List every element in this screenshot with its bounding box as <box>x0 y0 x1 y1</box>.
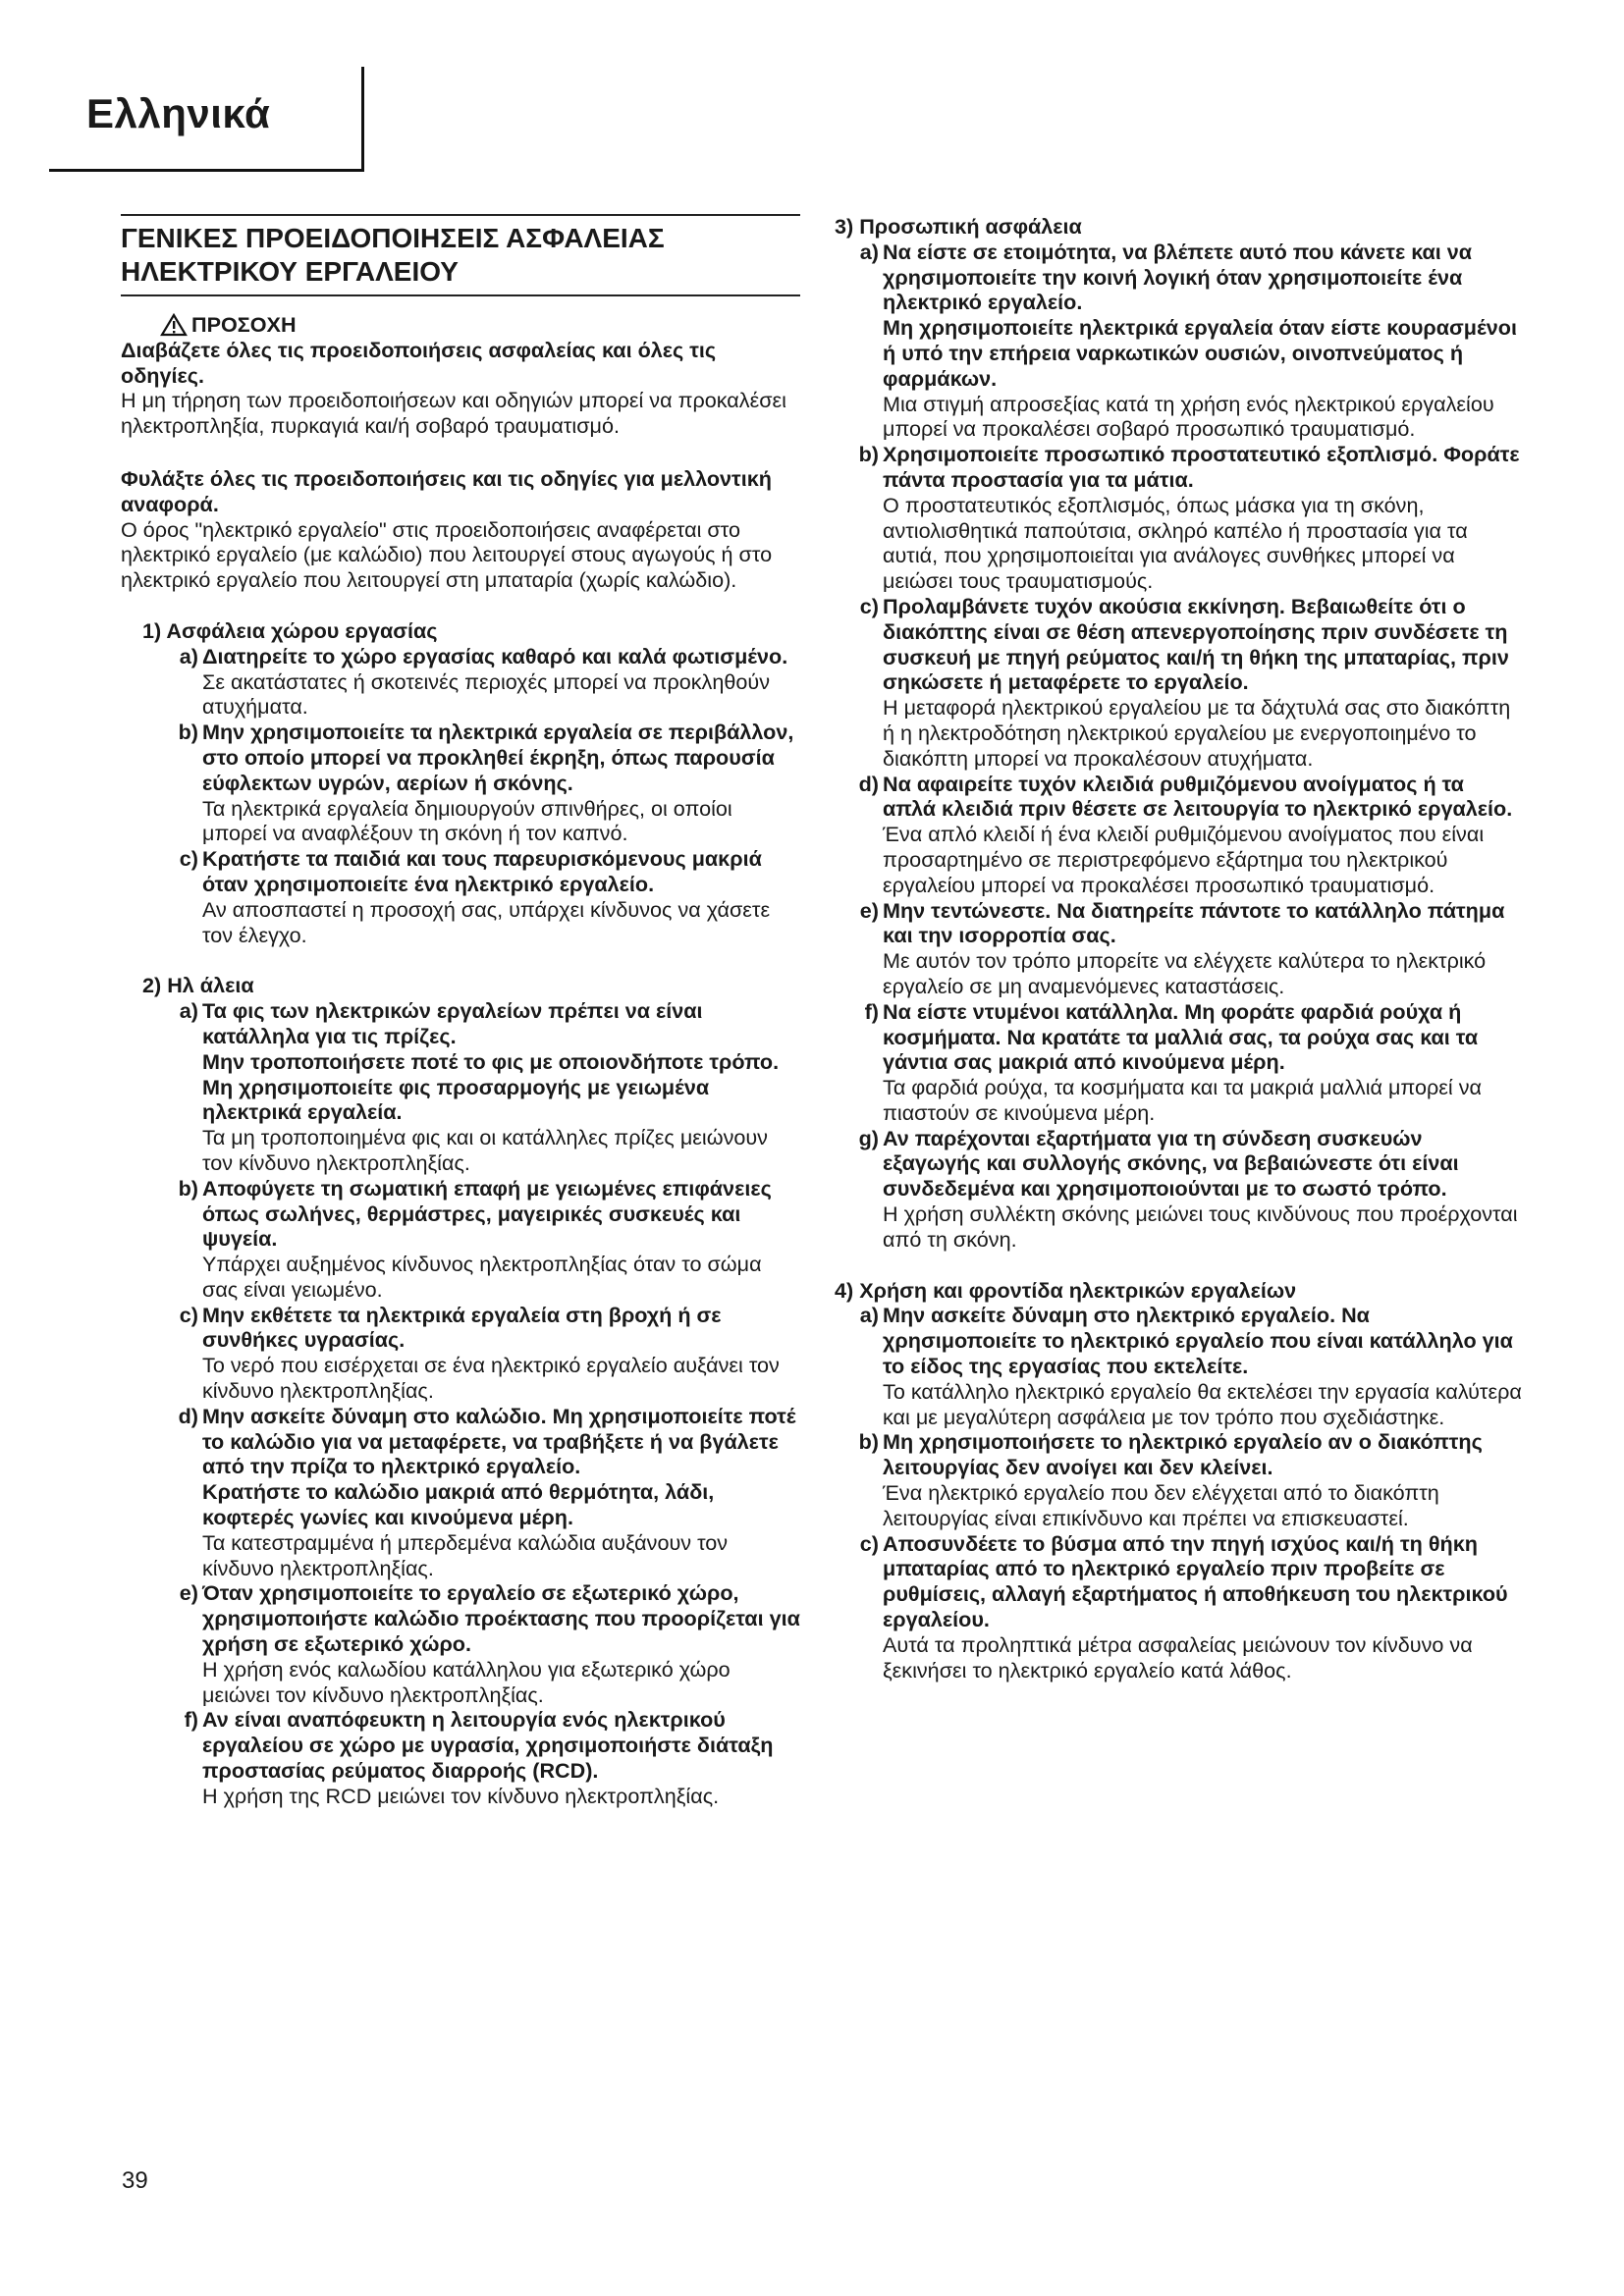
section-1-title: 1) Ασφάλεια χώρου εργασίας <box>142 617 438 643</box>
item-bold: Τα φις των ηλεκτρικών εργαλείων πρέπει να είναι κατάλληλα για τις πρίζες. <box>202 998 703 1048</box>
item-text: Αυτά τα προληπτικά μέτρα ασφαλείας μειώνουν τον κίνδυνο να ξεκινήσει το ηλεκτρικό εργαλείο κατά λάθος. <box>883 1631 1473 1682</box>
right-column <box>835 214 1522 1682</box>
s3-item-g <box>835 1126 1522 1253</box>
item-text: Η μεταφορά ηλεκτρικού εργαλείου με τα δάχτυλά σας στο διακόπτη ή η ηλεκτροδότηση ηλεκτρικού εργαλείου με ενεργοποιημένο το διακόπτη μπορεί να προκαλέσουν ατυχήματα. <box>883 695 1511 771</box>
item-bold: Μην εκθέτετε τα ηλεκτρικά εργαλεία στη βροχή ή σε συνθήκες υγρασίας. <box>202 1302 722 1353</box>
page-number: 39 <box>122 2167 148 2194</box>
item-letter: c) <box>179 846 198 872</box>
s2-item-c <box>121 1303 800 1404</box>
item-letter: g) <box>858 1125 879 1150</box>
item-bold: Αν είναι αναπόφευκτη η λειτουργία ενός ηλεκτρικού εργαλείου σε χώρο με υγρασία, χρησιμοποιήστε διάταξη προστασίας ρεύματος διαρροής (RCD). <box>202 1707 774 1784</box>
keep-text: Ο όρος "ηλεκτρικό εργαλείο" στις προειδοποιήσεις αναφέρεται στο ηλεκτρικό εργαλείο (με καλώδιο) που λειτουργεί στους αγωγούς ή στο ηλεκτρικό εργαλείο που λειτουργεί στη μπαταρία (χωρίς καλώδιο). <box>121 516 773 593</box>
item-text: Μια στιγμή απροσεξίας κατά τη χρήση ενός ηλεκτρικού εργαλείου μπορεί να προκαλέσει σοβαρό προσωπικό τραυματισμό. <box>883 391 1494 442</box>
s1-item-c <box>121 846 800 947</box>
section-3-title: 3) Προσωπική ασφάλεια <box>835 214 1082 239</box>
s2-item-a <box>121 998 800 1176</box>
s3-item-c <box>835 594 1522 772</box>
item-text: Η χρήση συλλέκτη σκόνης μειώνει τους κινδύνους που προέρχονται από τη σκόνη. <box>883 1201 1518 1252</box>
item-text: Υπάρχει αυξημένος κίνδυνος ηλεκτροπληξίας όταν το σώμα σας είναι γειωμένο. <box>202 1252 762 1302</box>
item-letter: e) <box>859 897 879 923</box>
s1-item-a <box>121 644 800 720</box>
heading-bottom-rule <box>121 294 800 296</box>
item-letter: d) <box>178 1403 198 1428</box>
caution-bold: Διαβάζετε όλες τις προειδοποιήσεις ασφαλείας και όλες τις οδηγίες. <box>121 337 717 388</box>
item-bold: Να είστε σε ετοιμότητα, να βλέπετε αυτό που κάνετε και να χρησιμοποιείτε την κοινή λογική όταν χρησιμοποιείτε ένα ηλεκτρικό εργαλείο. <box>883 239 1473 315</box>
item-bold: Μην ασκείτε δύναμη στο καλώδιο. Μη χρησιμοποιείτε ποτέ το καλώδιο για να μεταφέρετε, να τραβήξετε ή να βγάλετε από την πρίζα το ηλεκτρικό εργαλείο. <box>202 1403 796 1479</box>
item-bold: Μην τροποποιήσετε ποτέ το φις με οποιονδήποτε τρόπο. <box>202 1048 780 1074</box>
s3-item-f <box>835 999 1522 1126</box>
item-bold: Μην ασκείτε δύναμη στο ηλεκτρικό εργαλείο. Να χρησιμοποιείτε το ηλεκτρικό εργαλείο που είναι κατάλληλο για το είδος της εργασίας που εκτελείτε. <box>883 1303 1513 1379</box>
s4-item-b <box>835 1429 1522 1530</box>
title-line-2: ΗΛΕΚΤΡΙΚΟΥ ΕΡΓΑΛΕΙΟΥ <box>121 256 459 287</box>
item-bold: Χρησιμοποιείτε προσωπικό προστατευτικό εξοπλισμό. Φοράτε πάντα προστασία για τα μάτια. <box>883 442 1520 492</box>
section-2-title: 2) Ηλ άλεια <box>142 973 254 998</box>
item-letter: c) <box>179 1302 198 1327</box>
item-text: Αν αποσπαστεί η προσοχή σας, υπάρχει κίνδυνος να χάσετε τον έλεγχο. <box>202 896 771 947</box>
item-letter: c) <box>859 1530 879 1556</box>
caution-text: Η μη τήρηση των προειδοποιήσεων και οδηγιών μπορεί να προκαλέσει ηλεκτροπληξία, πυρκαγιά και/ή σοβαρό τραυματισμό. <box>121 388 786 439</box>
item-letter: b) <box>858 1429 879 1455</box>
item-letter: b) <box>178 720 198 745</box>
keep-bold: Φυλάξτε όλες τις προειδοποιήσεις και τις οδηγίες για μελλοντική αναφορά. <box>121 465 772 516</box>
s3-item-b <box>835 442 1522 594</box>
caution-label: ΠΡΟΣΟΧΗ <box>191 312 297 337</box>
item-bold: Αποφύγετε τη σωματική επαφή με γειωμένες επιφάνειες όπως σωλήνες, θερμάστρες, μαγειρικές συσκευές και ψυγεία. <box>202 1175 772 1252</box>
s2-item-d <box>121 1404 800 1581</box>
item-text: Ένα απλό κλειδί ή ένα κλειδί ρυθμιζόμενου ανοίγματος που είναι προσαρτημένο σε περιστρεφόμενο εξάρτημα του ηλεκτρικού εργαλείου μπορεί να προκαλέσει προσωπικό τραυματισμό. <box>883 822 1485 897</box>
item-text: Ένα ηλεκτρικό εργαλείο που δεν ελέγχεται από το διακόπτη λειτουργίας είναι επικίνδυνο και πρέπει να επισκευαστεί. <box>883 1480 1439 1530</box>
item-bold: Μην τεντώνεστε. Να διατηρείτε πάντοτε το κατάλληλο πάτημα και την ισορροπία σας. <box>883 897 1505 948</box>
item-text: Τα κατεστραμμένα ή μπερδεμένα καλώδια αυξάνουν τον κίνδυνο ηλεκτροπληξίας. <box>202 1529 729 1580</box>
left-column <box>121 214 800 1809</box>
item-bold: Μη χρησιμοποιείτε φις προσαρμογής με γειωμένα ηλεκτρικά εργαλεία. <box>202 1074 710 1125</box>
s4-item-c <box>835 1531 1522 1683</box>
section-4-title: 4) Χρήση και φροντίδα ηλεκτρικών εργαλείων <box>835 1277 1297 1303</box>
item-letter: f) <box>184 1707 198 1733</box>
item-text: Σε ακατάστατες ή σκοτεινές περιοχές μπορεί να προκληθούν ατυχήματα. <box>202 668 770 720</box>
item-bold: Κρατήστε τα παιδιά και τους παρευρισκόμενους μακριά όταν χρησιμοποιείτε ένα ηλεκτρικό εργαλείο. <box>202 846 762 896</box>
item-bold: Μην χρησιμοποιείτε τα ηλεκτρικά εργαλεία σε περιβάλλον, στο οποίο μπορεί να προκληθεί έκρηξη, όπως παρουσία εύφλεκτων υγρών, αερίων ή σκόνης. <box>202 720 794 795</box>
item-text: Τα φαρδιά ρούχα, τα κοσμήματα και τα μακριά μαλλιά μπορεί να πιαστούν σε κινούμενα μέρη. <box>883 1075 1483 1125</box>
item-letter: a) <box>179 998 198 1024</box>
s2-item-f <box>121 1707 800 1808</box>
item-bold: Μη χρησιμοποιήσετε το ηλεκτρικό εργαλείο αν ο διακόπτης λειτουργίας δεν ανοίγει και δεν κλείνει. <box>883 1429 1483 1480</box>
item-text: Τα ηλεκτρικά εργαλεία δημιουργούν σπινθήρες, οι οποίοι μπορεί να αναφλέξουν τη σκόνη ή τον καπνό. <box>202 795 732 846</box>
warning-triangle-icon <box>160 313 188 337</box>
item-letter: b) <box>858 442 879 467</box>
item-letter: e) <box>179 1580 198 1606</box>
item-bold: Αν παρέχονται εξαρτήματα για τη σύνδεση συσκευών εξαγωγής και συλλογής σκόνης, να βεβαιώνεστε ότι είναι συνδεδεμένα και χρησιμοποιούνται με το σωστό τρόπο. <box>883 1125 1459 1201</box>
item-bold: Προλαμβάνετε τυχόν ακούσια εκκίνηση. Βεβαιωθείτε ότι ο διακόπτης είναι σε θέση απενεργοποίησης πριν συνδέσετε τη συσκευή με πηγή ρεύματος και/ή τη θήκη της μπαταρίας, πριν σηκώσετε ή μεταφέρετε το εργαλείο. <box>883 593 1509 695</box>
item-bold: Κρατήστε το καλώδιο μακριά από θερμότητα, λάδι, κοφτερές γωνίες και κινούμενα μέρη. <box>202 1479 715 1530</box>
item-bold: Μη χρησιμοποιείτε ηλεκτρικά εργαλεία όταν είστε κουρασμένοι ή υπό την επήρεια ναρκωτικών ουσιών, οινοπνεύματος ή φαρμάκων. <box>883 315 1517 391</box>
item-text: Το νερό που εισέρχεται σε ένα ηλεκτρικό εργαλείο αυξάνει τον κίνδυνο ηλεκτροπληξίας. <box>202 1353 780 1404</box>
item-letter: a) <box>179 643 198 668</box>
item-bold: Να αφαιρείτε τυχόν κλειδιά ρυθμιζόμενου ανοίγματος ή τα απλά κλειδιά πριν θέσετε σε λειτουργία το ηλεκτρικό εργαλείο. <box>883 771 1513 822</box>
item-text: Με αυτόν τον τρόπο μπορείτε να ελέγχετε καλύτερα το ηλεκτρικό εργαλείο σε μη αναμενόμενες καταστάσεις. <box>883 948 1487 998</box>
caution-heading <box>121 312 800 338</box>
s1-item-b <box>121 720 800 846</box>
s3-item-a <box>835 240 1522 442</box>
s4-item-a <box>835 1303 1522 1429</box>
item-letter: c) <box>859 593 879 618</box>
item-bold: Διατηρείτε το χώρο εργασίας καθαρό και καλά φωτισμένο. <box>202 643 788 668</box>
item-letter: b) <box>178 1175 198 1201</box>
item-letter: a) <box>859 1303 879 1328</box>
item-text: Η χρήση της RCD μειώνει τον κίνδυνο ηλεκτροπληξίας. <box>202 1783 720 1808</box>
title-line-1: ΓΕΝΙΚΕΣ ΠΡΟΕΙΔΟΠΟΙΗΣΕΙΣ ΑΣΦΑΛΕΙΑΣ <box>121 223 665 253</box>
item-letter: d) <box>858 771 879 796</box>
heading-top-rule <box>121 214 800 216</box>
s2-item-e <box>121 1580 800 1707</box>
language-tab: Ελληνικά <box>86 90 271 136</box>
item-letter: f) <box>864 998 879 1024</box>
item-bold: Να είστε ντυμένοι κατάλληλα. Μη φοράτε φαρδιά ρούχα ή κοσμήματα. Να κρατάτε τα μαλλιά σας, τα ρούχα σας και τα γάντια σας μακριά από κινούμενα μέρη. <box>883 998 1479 1075</box>
item-text: Το κατάλληλο ηλεκτρικό εργαλείο θα εκτελέσει την εργασία καλύτερα και με μεγαλύτερη ασφάλεια με τον τρόπο που σχεδιάστηκε. <box>883 1378 1522 1429</box>
s2-item-b <box>121 1176 800 1303</box>
item-text: Ο προστατευτικός εξοπλισμός, όπως μάσκα για τη σκόνη, αντιολισθητικά παπούτσια, σκληρό καπέλο ή προστασία για τα αυτιά, που χρησιμοποιείται για ανάλογες συνθήκες μπορεί να μειώσει τους τραυματισμούς. <box>883 492 1468 594</box>
item-bold: Όταν χρησιμοποιείτε το εργαλείο σε εξωτερικό χώρο, χρησιμοποιήστε καλώδιο προέκτασης που προορίζεται για χρήση σε εξωτερικό χώρο. <box>202 1580 800 1657</box>
item-bold: Αποσυνδέετε το βύσμα από την πηγή ισχύος και/ή τη θήκη μπαταρίας από το ηλεκτρικό εργαλείο πριν προβείτε σε ρυθμίσεις, αλλαγή εξαρτήματος ή αποθήκευση του ηλεκτρικού εργαλείου. <box>883 1530 1508 1632</box>
page-title <box>121 222 800 289</box>
item-text: Η χρήση ενός καλωδίου κατάλληλου για εξωτερικό χώρο μειώνει τον κίνδυνο ηλεκτροπληξίας. <box>202 1656 731 1707</box>
s3-item-e <box>835 898 1522 999</box>
item-text: Τα μη τροποποιημένα φις και οι κατάλληλες πρίζες μειώνουν τον κίνδυνο ηλεκτροπληξίας. <box>202 1125 768 1175</box>
s3-item-d <box>835 772 1522 898</box>
item-letter: a) <box>859 239 879 264</box>
